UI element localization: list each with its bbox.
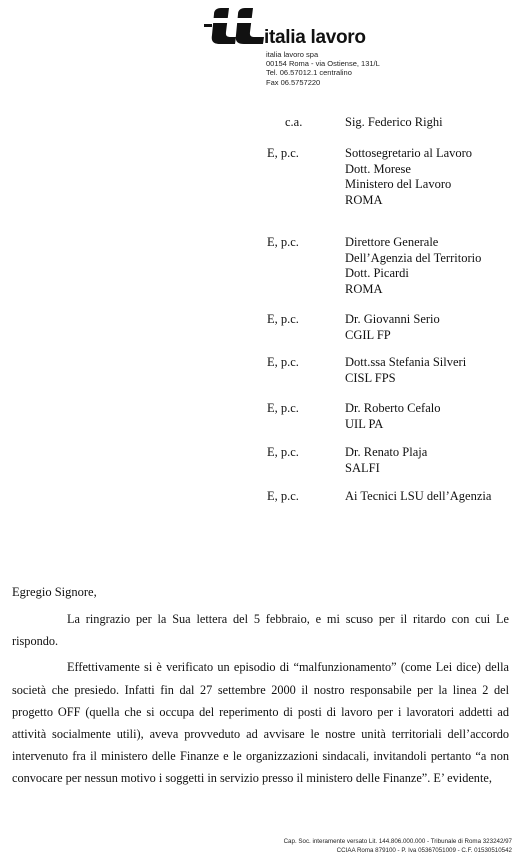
recipient-lines: [345, 146, 472, 208]
recipient-line: Direttore Generale: [345, 235, 439, 249]
recipient-label: E, p.c.: [267, 445, 299, 459]
recipient-lines: [345, 355, 466, 386]
footer-registration-line: CCIAA Roma 879100 - P. Iva 05367051009 - C.F. 01530510542: [336, 846, 512, 854]
recipient-lines: [345, 115, 443, 131]
letter-paragraph: Effettivamente si è verificato un episodio di “malfunzionamento” (come Lei dice) della società che presiedo. Infatti fin dal 27 settembre 2000 il nostro responsabile per la linea 2 del progetto OFF (quella che si occupa del reperimento di posti di lavoro per i lavoratori addetti ad attività socialmente utili), aveva provveduto ad avvisare le nostre unità territoriali dell’accordo intervenuto fra il ministero delle Finanze e le organizzazioni sindacali, invitandoli pertanto “a non convocare per nessun motivo i soggetti in servizio presso il ministero delle Finanze”. E’ evidente,: [12, 660, 509, 786]
letter-body: [12, 608, 509, 790]
recipient-lines: [345, 235, 481, 297]
recipient-lines: [345, 312, 440, 343]
recipient-line: Dr. Roberto Cefalo: [345, 401, 441, 415]
recipient-line: Dott. Morese: [345, 161, 411, 176]
recipient-label: c.a.: [285, 115, 303, 129]
recipient-line: CISL FPS: [345, 370, 396, 385]
footer-capital-line: Cap. Soc. interamente versato Lit. 144.806.000.000 - Tribunale di Roma 323242/97: [283, 838, 512, 845]
recipient-line: Dr. Giovanni Serio: [345, 312, 440, 326]
recipient-line: Ministero del Lavoro: [345, 177, 452, 191]
recipient-line: ROMA: [345, 192, 383, 207]
company-footer: [0, 838, 512, 855]
recipient-label: E, p.c.: [267, 146, 299, 160]
recipient-label: E, p.c.: [267, 401, 299, 415]
recipient-line: Dott. Picardi: [345, 266, 409, 280]
italia-lavoro-logo: [198, 6, 268, 46]
recipient-lines: [345, 445, 427, 476]
recipient-line: Dell’Agenzia del Territorio: [345, 250, 482, 265]
company-phone: Tel. 06.57012.1 centralino: [266, 68, 352, 78]
company-name: italia lavoro spa: [266, 50, 319, 59]
brand-name: italia lavoro: [264, 27, 366, 48]
recipient-line: Sottosegretario al Lavoro: [345, 146, 473, 160]
recipient-line: Dott.ssa Stefania Silveri: [345, 355, 467, 369]
recipient-lines: [345, 489, 491, 505]
recipient-label: E, p.c.: [267, 489, 299, 503]
recipient-label: E, p.c.: [267, 312, 299, 326]
recipient-line: CGIL FP: [345, 327, 391, 342]
recipient-label: E, p.c.: [267, 235, 299, 249]
letter-greeting: Egregio Signore,: [12, 585, 97, 599]
recipient-line: ROMA: [345, 281, 383, 296]
recipient-label: E, p.c.: [267, 355, 299, 369]
recipient-line: Sig. Federico Righi: [345, 115, 443, 129]
company-address: [266, 50, 380, 87]
recipient-lines: [345, 401, 440, 432]
recipient-line: Dr. Renato Plaja: [345, 445, 428, 459]
company-fax: Fax 06.5757220: [266, 77, 321, 87]
recipient-line: SALFI: [345, 460, 380, 475]
recipient-line: Ai Tecnici LSU dell’Agenzia: [345, 489, 492, 503]
recipient-line: UIL PA: [345, 416, 384, 431]
company-street: 00154 Roma - via Ostiense, 131/L: [266, 59, 380, 69]
letter-paragraph: La ringrazio per la Sua lettera del 5 febbraio, e mi scuso per il ritardo con cui Le rispondo.: [12, 612, 509, 649]
